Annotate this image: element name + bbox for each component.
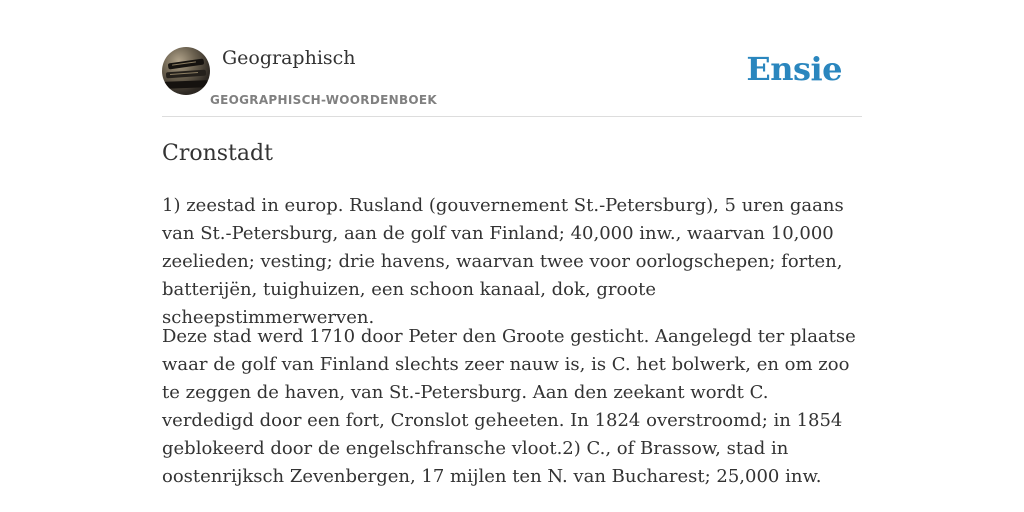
entry-title: Cronstadt (162, 141, 273, 166)
dictionary-category[interactable]: GEOGRAPHISCH-WOORDENBOEK (210, 93, 437, 107)
site-name[interactable]: Geographisch (222, 47, 356, 69)
header (162, 0, 862, 117)
avatar[interactable] (162, 47, 210, 95)
entry-paragraph: Deze stad werd 1710 door Peter den Groote gesticht. Aangelegd ter plaatse waar de golf van Finland slechts zeer nauw is, is C. het bolwerk, en om zoo te zeggen de haven, van St.-Petersburg. Aan den zeekant wordt C. verdedigd door een fort, Cronslot geheeten. In 1824 overstroomd; in 1854 geblokeerd door de engelschfransche vloot.2) C., of Brassow, stad in oostenrijksch Zevenbergen, 17 mijlen ten N. van Bucharest; 25,000 inw. (162, 326, 856, 487)
entry-paragraph: 1) zeestad in europ. Rusland (gouvernement St.-Petersburg), 5 uren gaans van St.-Petersburg, aan de golf van Finland; 40,000 inw., waarvan 10,000 zeelieden; vesting; drie havens, waarvan twee voor oorlogschepen; forten, batterijën, tuighuizen, een schoon kanaal, dok, groote scheepstimmerwerven. (162, 195, 844, 328)
page (162, 0, 862, 487)
book-icon (164, 80, 208, 89)
brand-logo[interactable]: Ensie (746, 50, 842, 88)
